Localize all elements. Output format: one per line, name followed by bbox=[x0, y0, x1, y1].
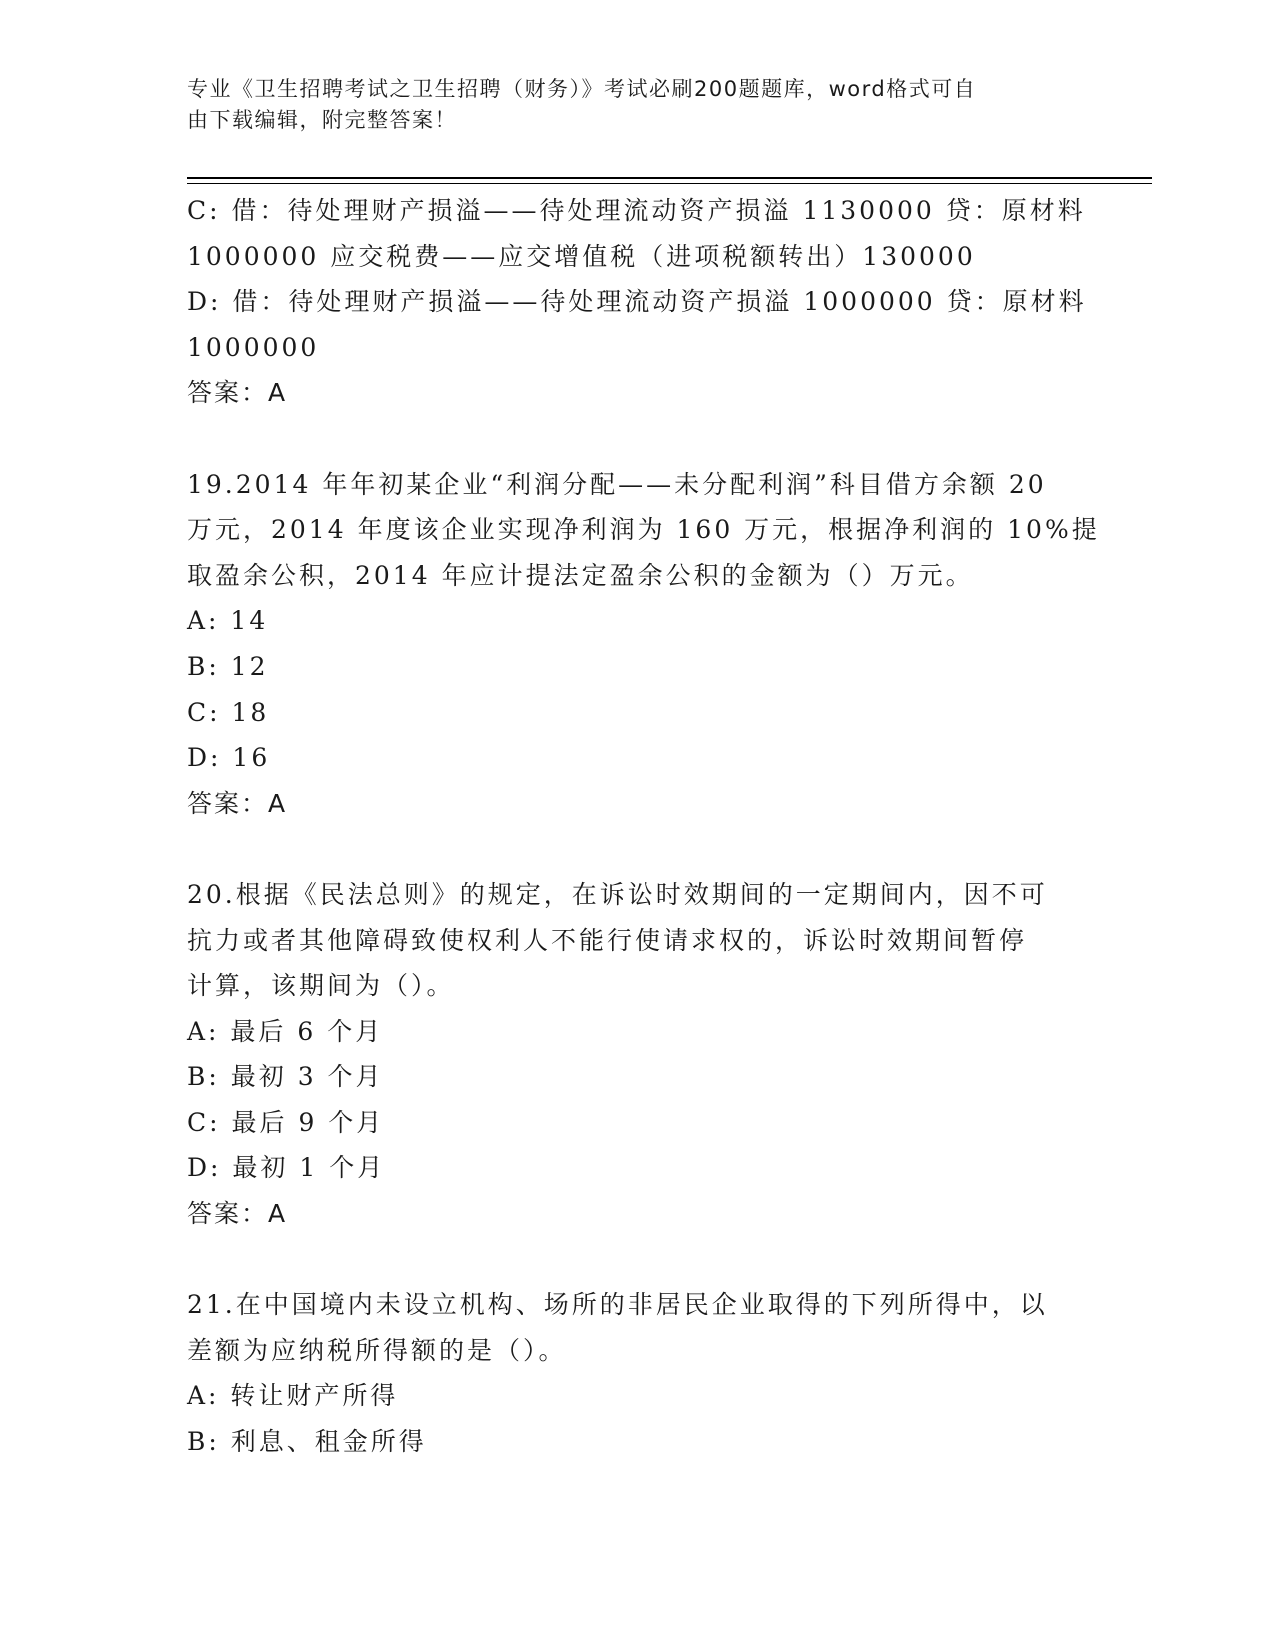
answer-line: 答案：A bbox=[187, 378, 288, 408]
question-block bbox=[187, 1282, 1087, 1464]
block-spacer bbox=[187, 826, 1087, 872]
header-rule-thick bbox=[187, 177, 1152, 179]
question-line: B: 最初 3 个月 bbox=[187, 1062, 384, 1092]
answer-line: 答案：A bbox=[187, 788, 288, 818]
question-line: 20.根据《民法总则》的规定，在诉讼时效期间的一定期间内，因不可 bbox=[187, 879, 1048, 909]
question-line: 1000000 应交税费——应交增值税（进项税额转出）130000 bbox=[187, 241, 976, 271]
question-content bbox=[187, 188, 1100, 1465]
question-line: 19.2014 年年初某企业“利润分配——未分配利润”科目借方余额 20 bbox=[187, 469, 1047, 499]
header-line: 专业《卫生招聘考试之卫生招聘（财务）》考试必刷200题题库，word格式可自 bbox=[187, 77, 977, 101]
question-line: B: 12 bbox=[187, 651, 269, 681]
question-block bbox=[187, 462, 1100, 827]
question-line: 万元，2014 年度该企业实现净利润为 160 万元，根据净利润的 10%提 bbox=[187, 515, 1100, 545]
question-block bbox=[187, 188, 1087, 416]
question-line: C: 最后 9 个月 bbox=[187, 1107, 385, 1137]
question-line: 计算，该期间为（）。 bbox=[187, 971, 455, 1001]
question-line: B: 利息、租金所得 bbox=[187, 1427, 427, 1457]
block-spacer bbox=[187, 1237, 1087, 1283]
question-block bbox=[187, 872, 1087, 1237]
header-rule-thin bbox=[187, 183, 1152, 184]
question-line: 1000000 bbox=[187, 332, 320, 362]
question-line: C: 借：待处理财产损溢——待处理流动资产损溢 1130000 贷：原材料 bbox=[187, 196, 1086, 225]
question-line: 21.在中国境内未设立机构、场所的非居民企业取得的下列所得中，以 bbox=[187, 1290, 1048, 1320]
question-line: 抗力或者其他障碍致使权利人不能行使请求权的，诉讼时效期间暂停 bbox=[187, 925, 1028, 955]
question-line: D: 16 bbox=[187, 743, 271, 773]
header-line: 由下载编辑，附完整答案！ bbox=[187, 108, 457, 132]
question-line: D: 借：待处理财产损溢——待处理流动资产损溢 1000000 贷：原材料 bbox=[187, 287, 1087, 317]
question-line: C: 18 bbox=[187, 697, 270, 727]
question-line: 取盈余公积，2014 年应计提法定盈余公积的金额为（）万元。 bbox=[187, 560, 974, 590]
question-line: D: 最初 1 个月 bbox=[187, 1153, 386, 1183]
question-line: 差额为应纳税所得额的是（）。 bbox=[187, 1335, 567, 1365]
block-spacer bbox=[187, 416, 1087, 462]
document-header bbox=[187, 74, 1067, 136]
question-line: A: 14 bbox=[187, 606, 269, 636]
question-line: A: 最后 6 个月 bbox=[187, 1016, 384, 1046]
answer-line: 答案：A bbox=[187, 1199, 288, 1229]
question-line: A: 转让财产所得 bbox=[187, 1381, 399, 1411]
